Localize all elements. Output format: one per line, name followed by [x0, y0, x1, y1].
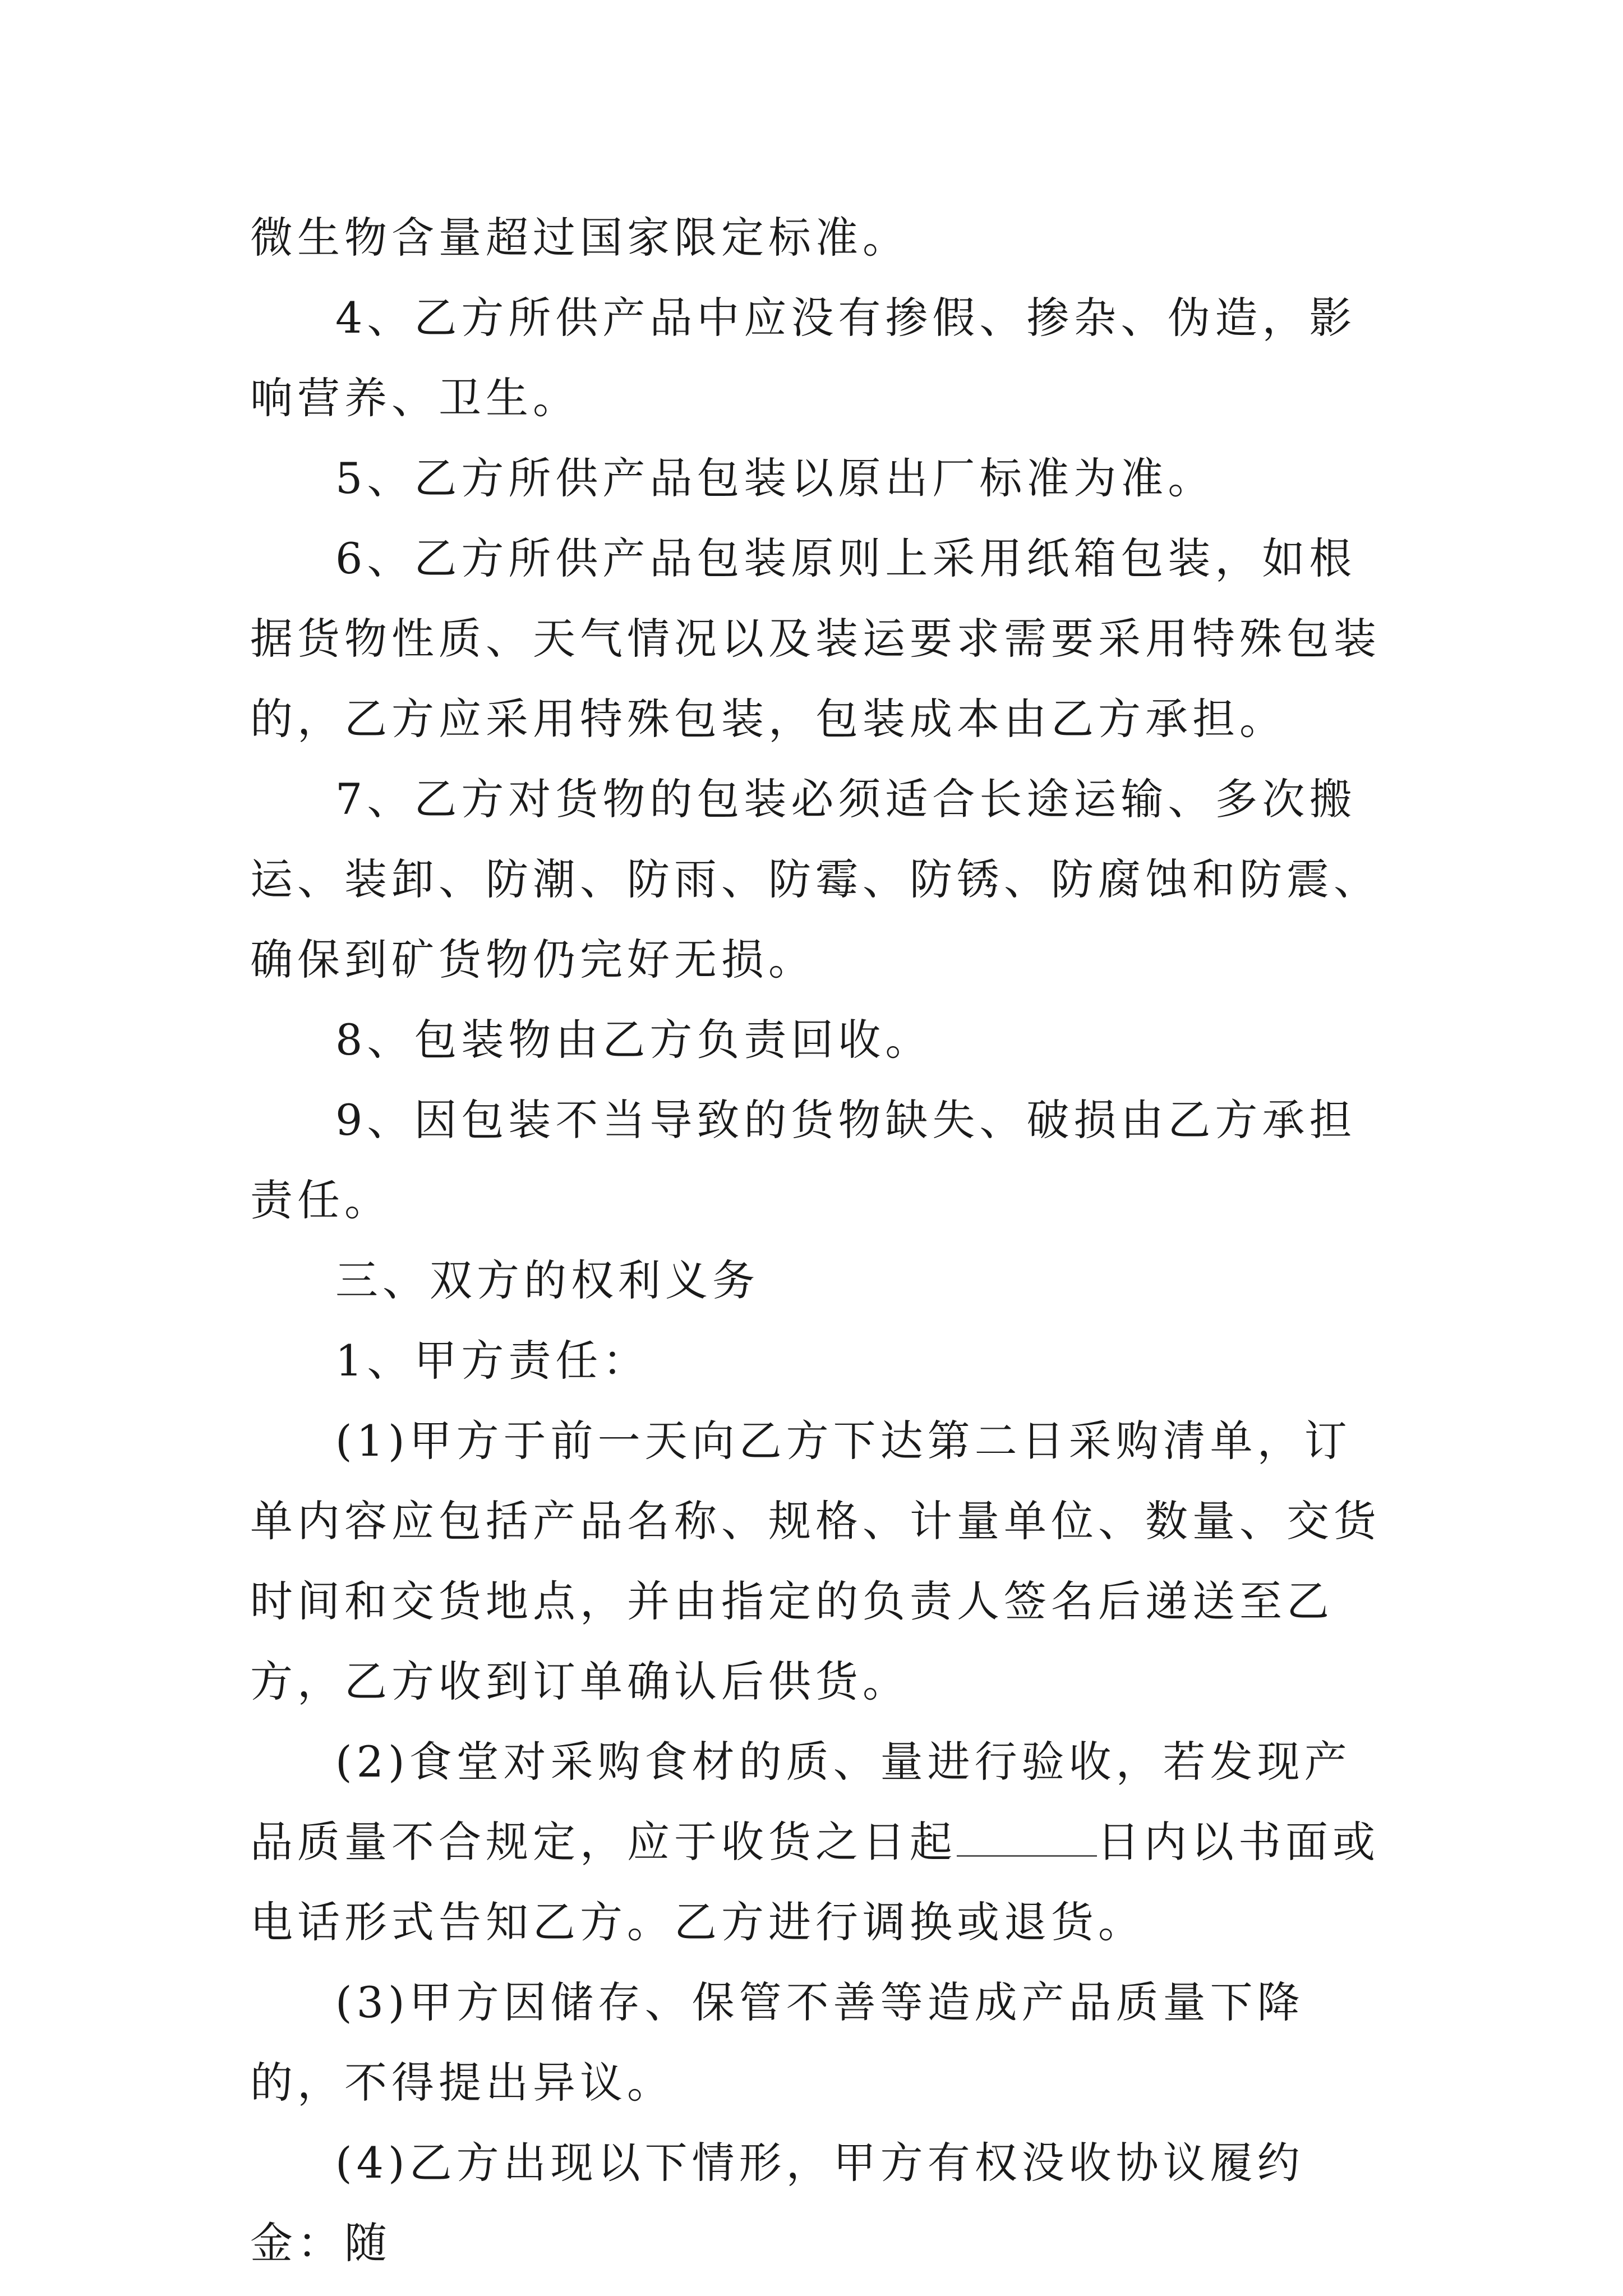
- paragraph: 微生物含量超过国家限定标准。: [250, 213, 910, 263]
- paragraph: 6、乙方所供产品包装原则上采用纸箱包装，如根据货物性质、天气情况以及装运要求需要采用特殊包装的，乙方应采用特殊包装，包装成本由乙方承担。: [250, 533, 1381, 744]
- subsection-heading: 1、甲方责任：: [335, 1336, 650, 1386]
- paragraph: (3)甲方因储存、保管不善等造成产品质量下降的，不得提出异议。: [250, 1977, 1304, 2108]
- document-body: [250, 197, 1394, 2283]
- paragraph: (1)甲方于前一天向乙方下达第二日采购清单，订单内容应包括产品名称、规格、计量单位、数量、交货时间和交货地点，并由指定的负责人签名后递送至乙方，乙方收到订单确认后供货。: [250, 1416, 1381, 1706]
- paragraph: 9、因包装不当导致的货物缺失、破损由乙方承担责任。: [250, 1095, 1357, 1225]
- paragraph-with-blank: [250, 1722, 1394, 1962]
- paragraph-text-after-blank: 日内以书面或电话形式告知乙方。乙方进行调换或退货。: [250, 1817, 1380, 1947]
- section-heading: 三、双方的权利义务: [335, 1255, 759, 1305]
- paragraph-text-before-blank: (2)食堂对采购食材的质、量进行验收，若发现产品质量不合规定，应于收货之日起: [250, 1737, 1352, 1867]
- paragraph: (4)乙方出现以下情形，甲方有权没收协议履约金：随: [250, 2138, 1304, 2268]
- paragraph: 4、乙方所供产品中应没有掺假、掺杂、伪造，影响营养、卫生。: [250, 293, 1357, 423]
- paragraph: 8、包装物由乙方负责回收。: [335, 1015, 933, 1065]
- paragraph: 7、乙方对货物的包装必须适合长途运输、多次搬运、装卸、防潮、防雨、防霉、防锈、防腐蚀和防震、确保到矿货物仍完好无损。: [250, 774, 1381, 984]
- fill-in-blank: [957, 1821, 1097, 1857]
- paragraph: 5、乙方所供产品包装以原出厂标准为准。: [335, 453, 1215, 503]
